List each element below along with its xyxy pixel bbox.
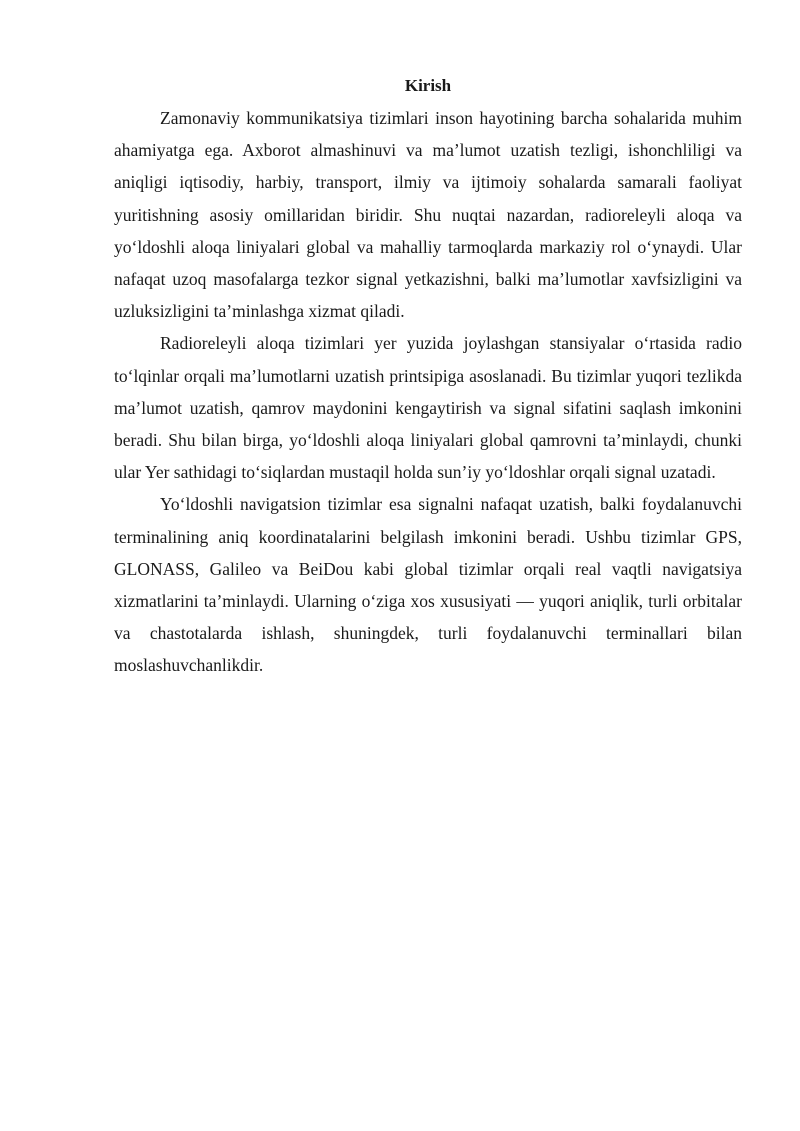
document-page [114,0,742,682]
paragraph-3: Yo‘ldoshli navigatsion tizimlar esa signalni nafaqat uzatish, balki foydalanuvchi terminalining aniq koordinatalarini belgilash imkonini beradi. Ushbu tizimlar GPS, GLONASS, Galileo va BeiDou kabi global tizimlar orqali real vaqtli navigatsiya xizmatlarini ta’minlaydi. Ularning o‘ziga xos xususiyati — yuqori aniqlik, turli orbitalar va chastotalarda ishlash, shuningdek, turli foydalanuvchi terminallari bilan moslashuvchanlikdir. [114,494,742,676]
paragraph-2: Radioreleyli aloqa tizimlari yer yuzida joylashgan stansiyalar o‘rtasida radio to‘lqinlar orqali ma’lumotlarni uzatish printsipiga asoslanadi. Bu tizimlar yuqori tezlikda ma’lumot uzatish, qamrov maydonini kengaytirish va signal sifatini saqlash imkonini beradi. Shu bilan birga, yo‘ldoshli aloqa liniyalari global qamrovni ta’minlaydi, chunki ular Yer sathidagi to‘siqlardan mustaqil holda sun’iy yo‘ldoshlar orqali signal uzatadi. [114,333,742,483]
paragraph-1: Zamonaviy kommunikatsiya tizimlari inson hayotining barcha sohalarida muhim ahamiyatga ega. Axborot almashinuvi va ma’lumot uzatish tezligi, ishonchliligi va aniqligi iqtisodiy, harbiy, transport, ilmiy va ijtimoiy sohalarda samarali faoliyat yuritishning asosiy omillaridan biridir. Shu nuqtai nazardan, radioreleyli aloqa va yo‘ldoshli aloqa liniyalari global va mahalliy tarmoqlarda markaziy rol o‘ynaydi. Ular nafaqat uzoq masofalarga tezkor signal yetkazishni, balki ma’lumotlar xavfsizligini va uzluksizligini ta’minlashga xizmat qiladi. [114,108,742,322]
page-title: Kirish [404,76,452,95]
